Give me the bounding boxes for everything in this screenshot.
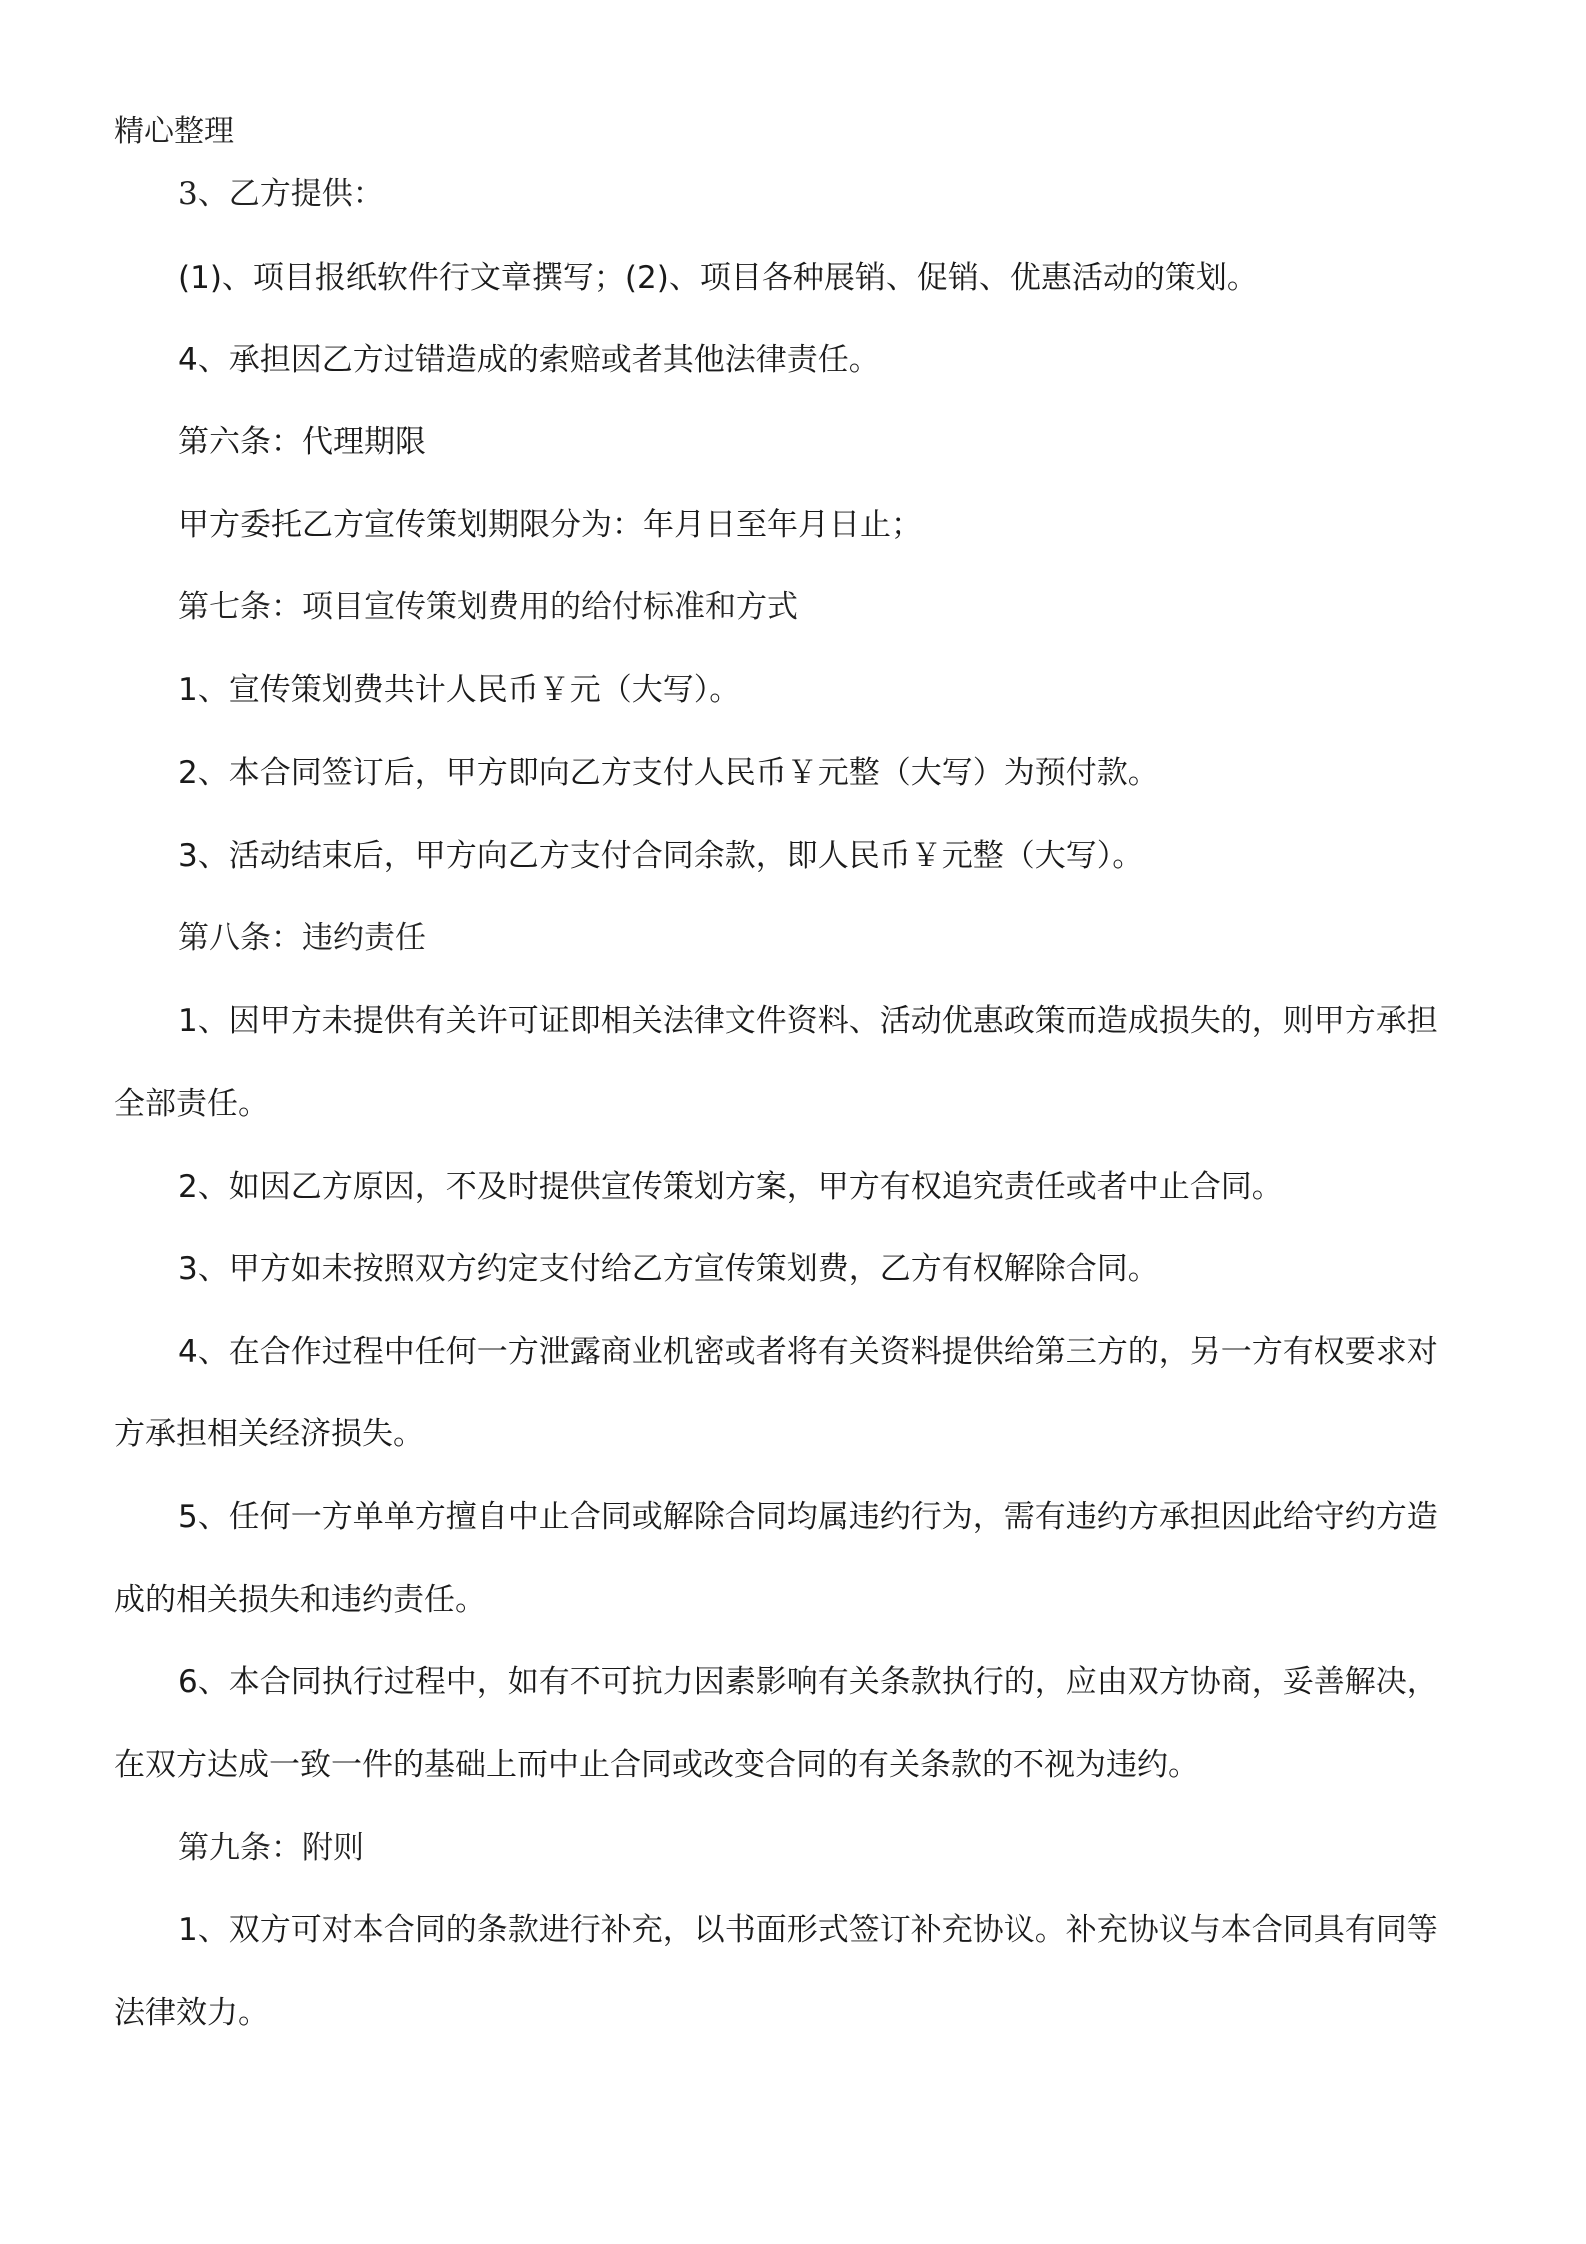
clause-line: 在双方达成一致一件的基础上而中止合同或改变合同的有关条款的不视为违约。 bbox=[114, 1747, 1199, 1783]
article-heading: 第九条：附则 bbox=[178, 1830, 364, 1866]
header-note: 精心整理 bbox=[114, 114, 234, 149]
clause-line: 4、承担因乙方过错造成的索赔或者其他法律责任。 bbox=[178, 342, 880, 378]
article-heading: 第七条：项目宣传策划费用的给付标准和方式 bbox=[178, 589, 798, 625]
clause-line: 2、如因乙方原因，不及时提供宣传策划方案，甲方有权追究责任或者中止合同。 bbox=[178, 1169, 1283, 1205]
clause-line: 1、双方可对本合同的条款进行补充，以书面形式签订补充协议。补充协议与本合同具有同等 bbox=[178, 1912, 1438, 1948]
clause-line: 1、因甲方未提供有关许可证即相关法律文件资料、活动优惠政策而造成损失的，则甲方承担 bbox=[178, 1003, 1438, 1039]
clause-line: 6、本合同执行过程中，如有不可抗力因素影响有关条款执行的，应由双方协商，妥善解决， bbox=[178, 1664, 1438, 1700]
article-heading: 第八条：违约责任 bbox=[178, 920, 426, 956]
clause-line: 成的相关损失和违约责任。 bbox=[114, 1582, 486, 1618]
clause-line: 5、任何一方单单方擅自中止合同或解除合同均属违约行为，需有违约方承担因此给守约方造 bbox=[178, 1499, 1438, 1535]
clause-line: 2、本合同签订后，甲方即向乙方支付人民币￥元整（大写）为预付款。 bbox=[178, 755, 1159, 791]
clause-line: 3、乙方提供： bbox=[178, 176, 384, 212]
article-heading: 第六条：代理期限 bbox=[178, 424, 426, 460]
clause-line: 法律效力。 bbox=[114, 1995, 269, 2031]
clause-line: 3、甲方如未按照双方约定支付给乙方宣传策划费，乙方有权解除合同。 bbox=[178, 1251, 1159, 1287]
clause-line: 方承担相关经济损失。 bbox=[114, 1416, 424, 1452]
clause-line: 3、活动结束后，甲方向乙方支付合同余款，即人民币￥元整（大写）。 bbox=[178, 838, 1144, 874]
clause-line: (1)、项目报纸软件行文章撰写；(2)、项目各种展销、促销、优惠活动的策划。 bbox=[178, 260, 1258, 296]
clause-line: 全部责任。 bbox=[114, 1086, 269, 1122]
clause-line: 4、在合作过程中任何一方泄露商业机密或者将有关资料提供给第三方的，另一方有权要求对 bbox=[178, 1334, 1438, 1370]
clause-line: 1、宣传策划费共计人民币￥元（大写）。 bbox=[178, 672, 741, 708]
clause-line: 甲方委托乙方宣传策划期限分为：年月日至年月日止； bbox=[178, 507, 922, 543]
